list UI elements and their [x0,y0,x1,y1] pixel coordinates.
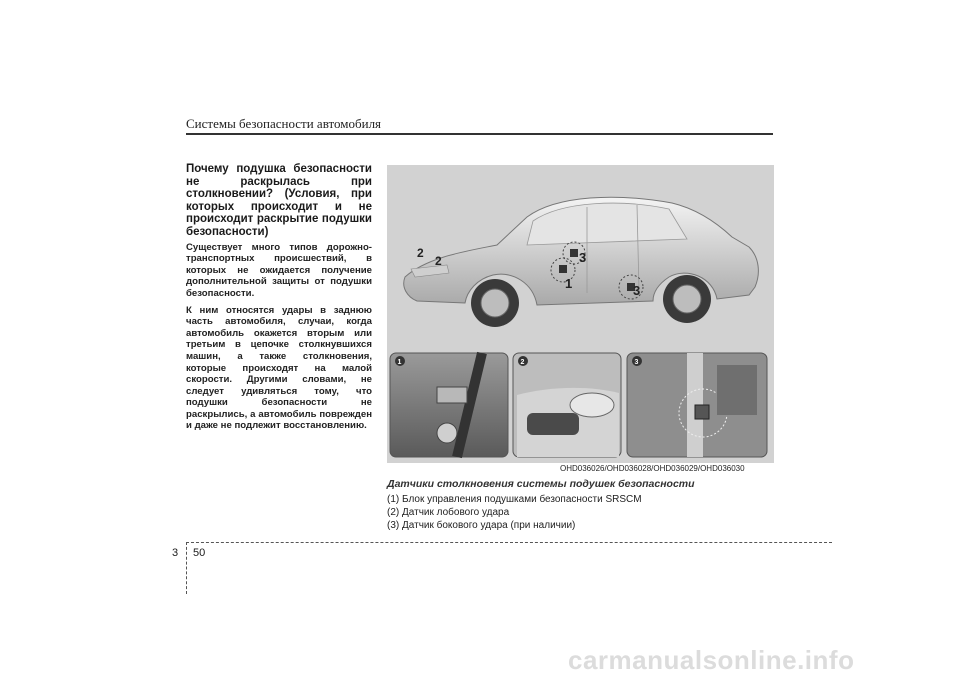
callout-1: 1 [565,276,573,291]
section-title: Системы безопасности автомобиля [186,116,382,131]
callout-3b: 3 [633,283,641,298]
caption-item-3: (3) Датчик бокового удара (при наличии) [387,520,576,531]
footer-divider [186,542,832,543]
caption-item-1: (1) Блок управления подушками безопасности SRSCM [387,494,642,505]
caption-item-2: (2) Датчик лобового удара [387,507,510,518]
figure-caption [387,478,777,532]
watermark: carmanualsonline.info [568,645,855,675]
paragraph-1: Существует много типов дорожно-транспортных происшествий, в которых не ожидается получение дополнительной защиты от подушки безопасности. [186,241,372,299]
header-rule [186,133,773,135]
callout-2b: 2 [435,254,442,268]
panel-2-number: 2 [520,359,525,366]
left-column [186,163,372,437]
section-number: 3 [172,547,179,559]
panel-3-number: 3 [634,359,639,366]
callout-3a: 3 [579,250,587,265]
car-illustration [387,165,774,463]
footer-vertical-divider [186,542,187,594]
airbag-sensor-figure [387,165,774,463]
detail-panel-2 [513,353,621,457]
page-number: 50 [193,547,206,559]
figure-code: OHD036026/OHD036028/OHD036029/OHD036030 [560,464,745,473]
callout-2a: 2 [417,246,424,260]
paragraph-2: К ним относятся удары в заднюю часть автомобиля, случаи, когда автомобиль окажется вторым или третьим в цепочке столкнувшихся машин, а также столкновения, которые происходят на малой скорости. Другими словами, не следует удивляться тому, что подушки безопасности не раскрылись, а автомобиль поврежден и даже не подлежит восстановлению. [186,304,372,432]
caption-title: Датчики столкновения системы подушек безопасности [387,478,695,490]
detail-panel-1 [390,353,508,457]
detail-panel-3 [627,353,767,457]
question-heading: Почему подушка безопасности не раскрылась при столкновении? (Условия, при которых происходит и не происходит раскрытие подушки безопасности) [186,163,372,238]
panel-1-number: 1 [397,359,402,366]
